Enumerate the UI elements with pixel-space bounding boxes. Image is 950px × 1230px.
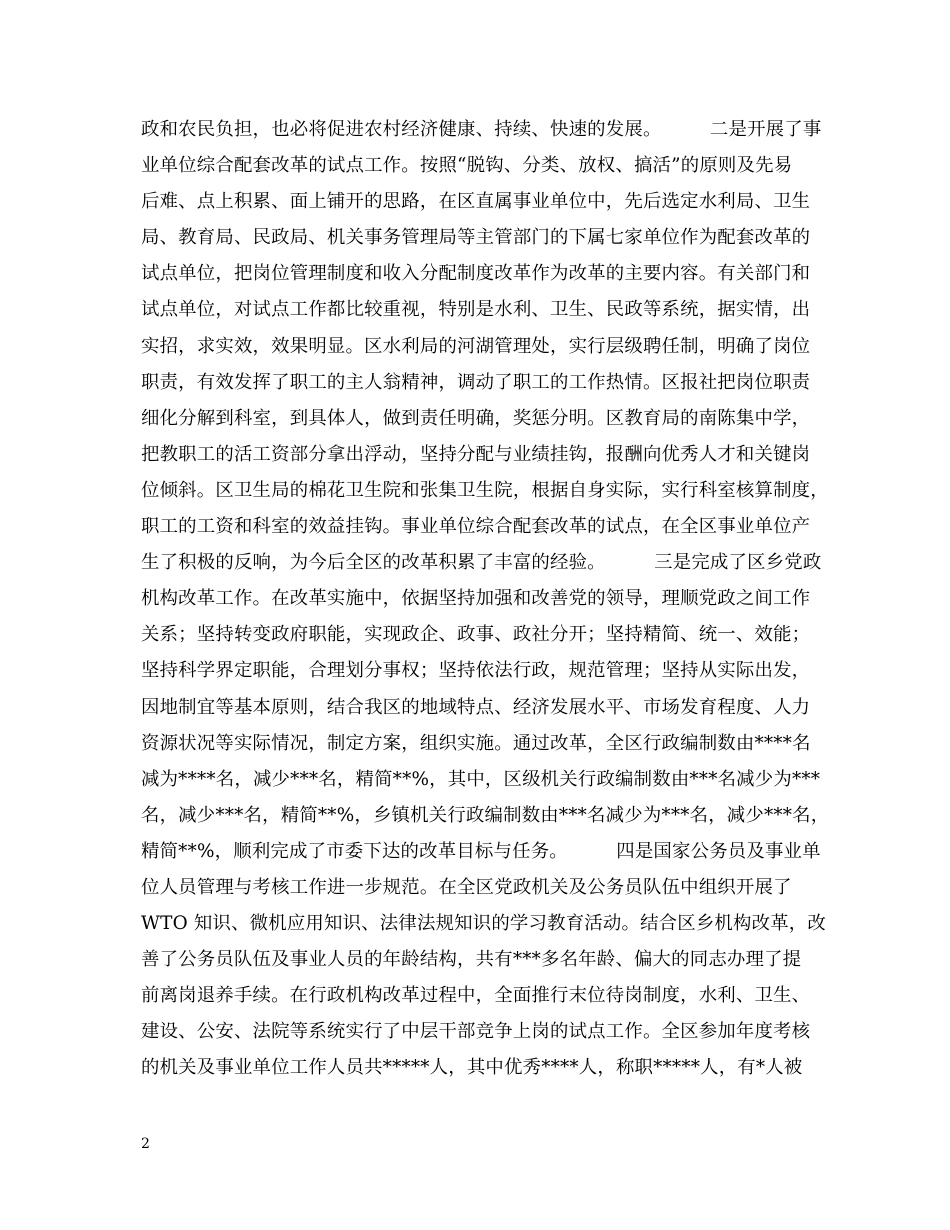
text-line: 善了公务员队伍及事业人员的年龄结构，共有***多名年龄、偏大的同志办理了提 bbox=[141, 949, 802, 971]
text-line: 前离岗退养手续。在行政机构改革过程中，全面推行末位待岗制度，水利、卫生、 bbox=[141, 985, 811, 1007]
text-line: 机构改革工作。在改革实施中，依据坚持加强和改善党的领导，理顺党政之间工作 bbox=[141, 588, 811, 610]
text-line: 业单位综合配套改革的试点工作。按照“脱钩、分类、放权、搞活”的原则及先易 bbox=[141, 155, 793, 177]
text-line: 政和农民负担，也必将促进农村经济健康、持续、快速的发展。 二是开展了事 bbox=[141, 119, 822, 140]
text-line: 因地制宜等基本原则，结合我区的地域特点、经济发展水平、市场发育程度、人力 bbox=[141, 696, 811, 718]
text-line: 局、教育局、民政局、机关事务管理局等主管部门的下属七家单位作为配套改革的 bbox=[141, 227, 811, 249]
text-line: 职责，有效发挥了职工的主人翁精神，调动了职工的工作热情。区报社把岗位职责 bbox=[141, 371, 811, 393]
text-line: 建设、公安、法院等系统实行了中层干部竞争上岗的试点工作。全区参加年度考核 bbox=[141, 1021, 811, 1043]
text-line: 后难、点上积累、面上铺开的思路，在区直属事业单位中，先后选定水利局、卫生 bbox=[141, 191, 811, 213]
text-line: 坚持科学界定职能，合理划分事权；坚持依法行政，规范管理；坚持从实际出发， bbox=[141, 660, 811, 682]
text-line: 细化分解到科室，到具体人，做到责任明确，奖惩分明。区教育局的南陈集中学， bbox=[141, 407, 811, 429]
text-line: 试点单位，对试点工作都比较重视，特别是水利、卫生、民政等系统，据实情，出 bbox=[141, 299, 811, 321]
text-line: 关系；坚持转变政府职能，实现政企、政事、政社分开；坚持精简、统一、效能； bbox=[141, 624, 811, 646]
text-line: 实招，求实效，效果明显。区水利局的河湖管理处，实行层级聘任制，明确了岗位 bbox=[141, 335, 811, 357]
text-line: 精简**%，顺利完成了市委下达的改革目标与任务。 四是国家公务员及事业单 bbox=[141, 840, 821, 862]
text-line: 名，减少***名，精简**%，乡镇机关行政编制数由***名减少为***名，减少***名， bbox=[141, 804, 830, 826]
text-line: 减为****名，减少***名，精简**%，其中，区级机关行政编制数由***名减少为*** bbox=[141, 768, 821, 790]
text-line: WTO 知识、微机应用知识、法律法规知识的学习教育活动。结合区乡机构改革，改 bbox=[141, 913, 826, 935]
text-line: 资源状况等实际情况，制定方案，组织实施。通过改革，全区行政编制数由****名 bbox=[141, 732, 811, 754]
page-number: 2 bbox=[141, 1136, 150, 1152]
text-line: 位人员管理与考核工作进一步规范。在全区党政机关及公务员队伍中组织开展了 bbox=[141, 876, 792, 898]
text-line: 位倾斜。区卫生局的棉花卫生院和张集卫生院，根据自身实际，实行科室核算制度， bbox=[141, 479, 829, 501]
text-line: 生了积极的反响，为今后全区的改革积累了丰富的经验。 三是完成了区乡党政 bbox=[141, 552, 822, 574]
text-line: 试点单位，把岗位管理制度和收入分配制度改革作为改革的主要内容。有关部门和 bbox=[141, 263, 811, 285]
text-line: 职工的工资和科室的效益挂钩。事业单位综合配套改革的试点，在全区事业单位产 bbox=[141, 516, 811, 538]
text-line: 的机关及事业单位工作人员共*****人，其中优秀****人，称职*****人，有*人被 bbox=[141, 1057, 803, 1079]
body-text bbox=[141, 112, 831, 1087]
text-line: 把教职工的活工资部分拿出浮动，坚持分配与业绩挂钩，报酬向优秀人才和关键岗 bbox=[141, 443, 811, 465]
